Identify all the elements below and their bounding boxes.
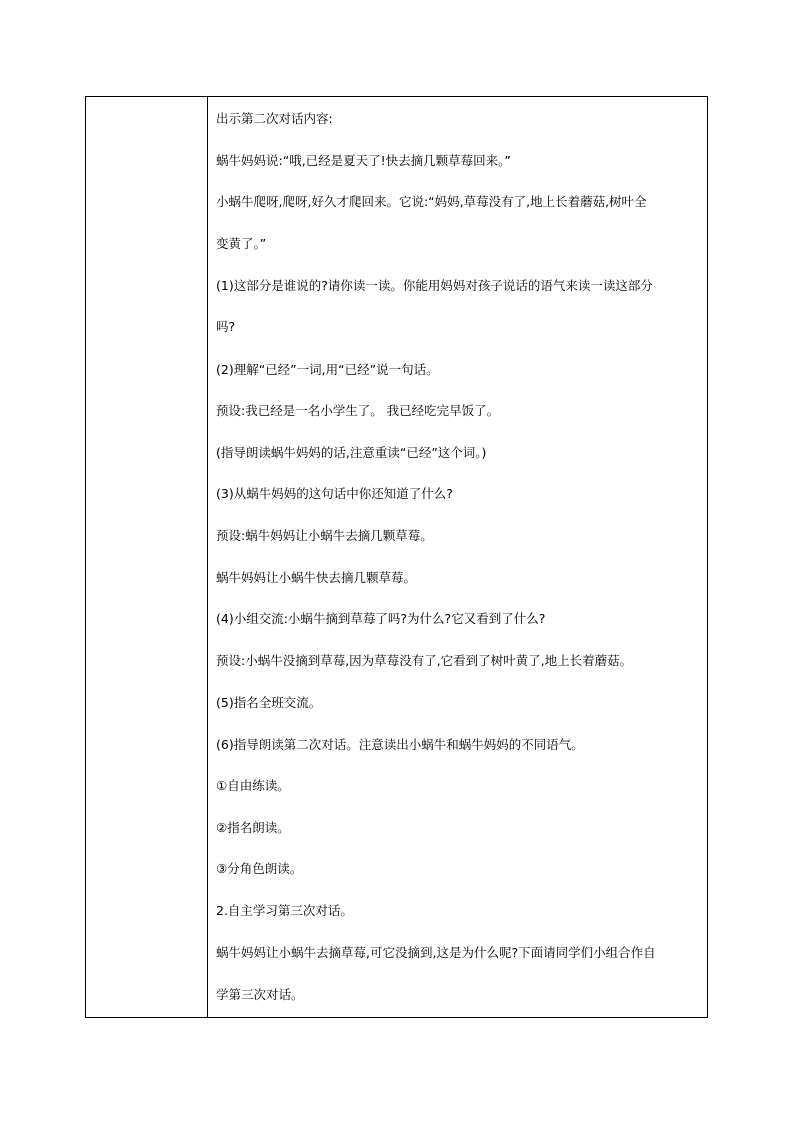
text-line: 出示第二次对话内容: [216, 111, 333, 126]
text-line: 预设:蜗牛妈妈让小蜗牛去摘几颗草莓。 [216, 528, 433, 543]
text-line: ③分角色朗读。 [216, 861, 303, 876]
text-line: 变黄了。” [216, 236, 267, 251]
text-line: (1)这部分是谁说的?请你读一读。你能用妈妈对孩子说话的语气来读一读这部分 [216, 278, 653, 293]
text-line: (4)小组交流:小蜗牛摘到草莓了吗?为什么?它又看到了什么? [216, 611, 546, 626]
text-line: (指导朗读蜗牛妈妈的话,注意重读“已经”这个词。) [216, 445, 487, 460]
text-line: (2)理解“已经”一词,用“已经”说一句话。 [216, 362, 439, 377]
text-line: 蜗牛妈妈让小蜗牛快去摘几颗草莓。 [216, 570, 417, 585]
text-line: (6)指导朗读第二次对话。注意读出小蜗牛和蜗牛妈妈的不同语气。 [216, 737, 584, 752]
text-line: 吗? [216, 319, 236, 334]
text-line: ①自由练读。 [216, 778, 290, 793]
text-line: 小蜗牛爬呀,爬呀,好久才爬回来。它说:“妈妈,草莓没有了,地上长着蘑菇,树叶全 [216, 194, 647, 209]
lesson-plan-table [85, 96, 708, 1018]
text-line: 蜗牛妈妈说:“哦,已经是夏天了!快去摘几颗草莓回来。” [216, 153, 511, 168]
text-line: 学第三次对话。 [216, 987, 304, 1002]
text-line: (5)指名全班交流。 [216, 695, 322, 710]
left-column-cell [86, 97, 208, 1017]
text-line: 预设:小蜗牛没摘到草莓,因为草莓没有了,它看到了树叶黄了,地上长着蘑菇。 [216, 653, 633, 668]
text-line: 2.自主学习第三次对话。 [216, 903, 353, 918]
text-line: (3)从蜗牛妈妈的这句话中你还知道了什么? [216, 486, 453, 501]
text-line: 蜗牛妈妈让小蜗牛去摘草莓,可它没摘到,这是为什么呢?下面请同学们小组合作自 [216, 945, 656, 960]
text-line: 预设:我已经是一名小学生了。 我已经吃完早饭了。 [216, 403, 500, 418]
content-cell [209, 97, 707, 1017]
text-line: ②指名朗读。 [216, 820, 290, 835]
